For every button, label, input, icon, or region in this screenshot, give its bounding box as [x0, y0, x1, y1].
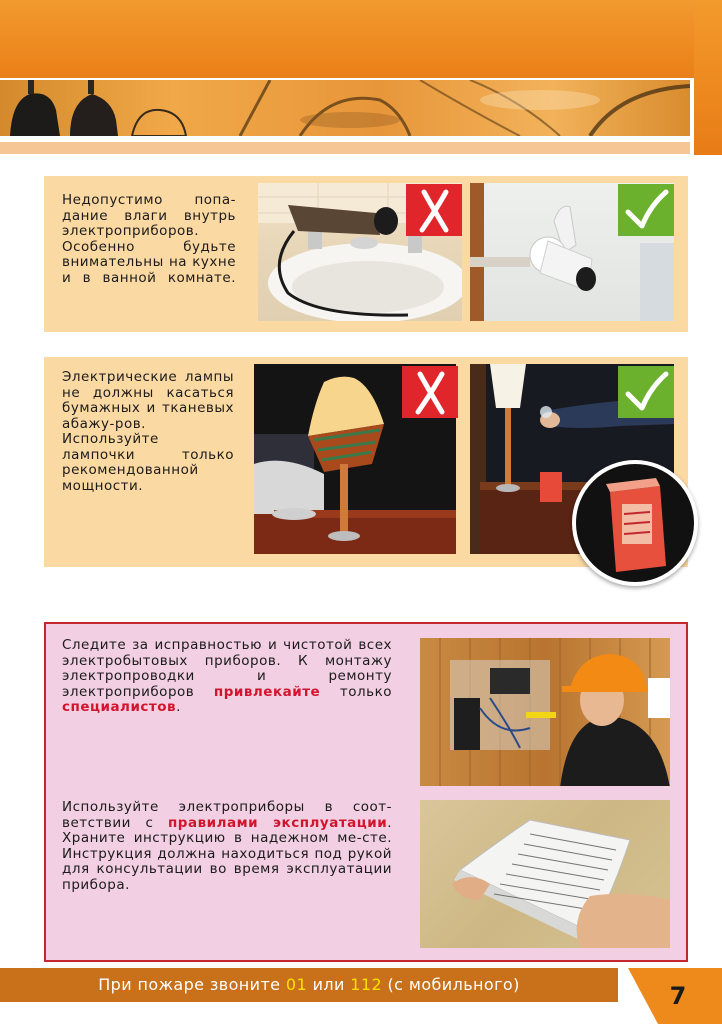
specialists-text-part1: Следите за исправностью и чистотой всех электробытовых приборов. К монтажу электропроводки и ремонту электроприборов	[62, 637, 392, 700]
cross-mark-icon	[402, 366, 458, 418]
photo-electrician-panel	[420, 638, 670, 786]
lamp-warning-text: Электрические лампы не должны касаться бумажных и тканевых абажу-ров. Используйте лампочки только рекомендованной мощности.	[62, 369, 234, 494]
page-number: 7	[669, 982, 687, 1010]
notice-text-or: или	[307, 975, 351, 994]
bulb-box-closeup	[572, 460, 698, 586]
highlight-engage: привлекайте	[213, 683, 321, 700]
highlight-specialists: специалистов	[62, 699, 177, 715]
instructions-text-part2: . Храните инструкцию в надежном ме-сте. Инструкция должна находиться под рукой для консультации во время эксплуатации прибора.	[62, 814, 393, 893]
emergency-number-01: 01	[285, 975, 308, 994]
cross-mark-icon	[406, 184, 462, 236]
photo-instruction-manual	[420, 800, 670, 948]
notice-text-end: (с мобильного)	[382, 975, 520, 994]
check-mark-icon	[618, 184, 674, 236]
header-orange-bar	[0, 0, 694, 78]
instructions-text-part1: Используйте электроприборы в соот-ветствии с	[62, 799, 392, 831]
check-mark-icon	[618, 366, 674, 418]
highlight-operating-rules: правилами эксплуатации	[167, 814, 388, 831]
emergency-number-112: 112	[350, 975, 383, 994]
header-side-block	[694, 0, 722, 155]
header-lamps-illustration	[0, 80, 690, 136]
specialists-text	[62, 638, 392, 716]
notice-text-start: При пожаре звоните	[98, 975, 286, 994]
specialists-text-part2: только	[320, 683, 392, 700]
fire-emergency-notice	[0, 968, 618, 1002]
header-thin-stripe	[0, 142, 690, 154]
instructions-text	[62, 800, 392, 893]
specialists-text-part3: .	[176, 699, 181, 715]
header-decorative-band	[0, 80, 690, 136]
moisture-warning-text: Недопустимо попа-дание влаги внутрь электроприборов. Особенно будьте внимательны на кухне и в ванной комнате.	[62, 192, 236, 286]
